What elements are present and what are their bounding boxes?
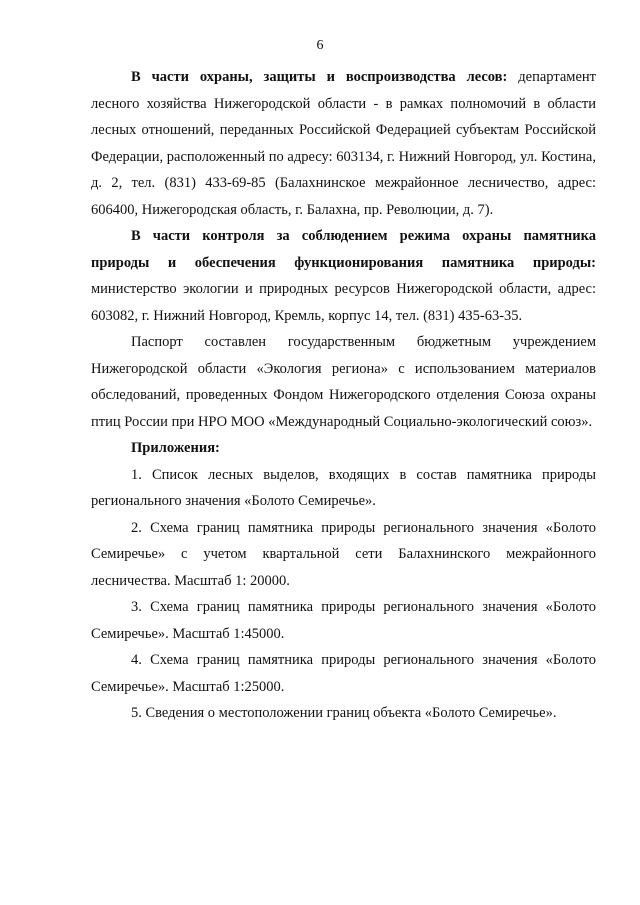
appendix-item-4: 4. Схема границ памятника природы регионального значения «Болото Семиречье». Масштаб 1:25000. <box>91 652 596 695</box>
control-paragraph <box>91 223 596 329</box>
control-text: министерство экологии и природных ресурсов Нижегородской области, адрес: 603082, г. Нижний Новгород, Кремль, корпус 14, тел. (831) 435-63-35. <box>91 281 596 324</box>
appendix-item-5: 5. Сведения о местоположении границ объекта «Болото Семиречье». <box>131 705 557 721</box>
appendix-item-2: 2. Схема границ памятника природы регионального значения «Болото Семиречье» с учетом квартальной сети Балахнинского межрайонного лесничества. Масштаб 1: 20000. <box>91 519 596 589</box>
passport-paragraph: Паспорт составлен государственным бюджетным учреждением Нижегородской области «Экология региона» с использованием материалов обследований, проведенных Фондом Нижегородского отделения Союза охраны птиц России при НРО МОО «Международный Социально-экологический союз». <box>91 334 596 430</box>
forest-protection-lead: В части охраны, защиты и воспроизводства лесов: <box>131 69 508 85</box>
control-lead: В части контроля за соблюдением режима охраны памятника природы и обеспечения функционирования памятника природы: <box>91 228 596 271</box>
forest-protection-paragraph <box>91 64 596 223</box>
appendix-item-1: 1. Список лесных выделов, входящих в состав памятника природы регионального значения «Болото Семиречье». <box>91 466 596 509</box>
forest-protection-text: департамент лесного хозяйства Нижегородской области - в рамках полномочий в области лесных отношений, переданных Российской Федерацией субъектам Российской Федерации, расположенный по адресу: 603134, г. Нижний Новгород, ул. Костина, д. 2, тел. (831) 433-69-85 (Балахнинское межрайонное лесничество, адрес: 606400, Нижегородская область, г. Балахна, пр. Революции, д. 7). <box>91 69 596 218</box>
appendix-item-3: 3. Схема границ памятника природы регионального значения «Болото Семиречье». Масштаб 1:45000. <box>91 599 596 642</box>
page-number: 6 <box>316 38 324 53</box>
appendices-heading: Приложения: <box>131 440 220 456</box>
page-content <box>91 64 596 727</box>
